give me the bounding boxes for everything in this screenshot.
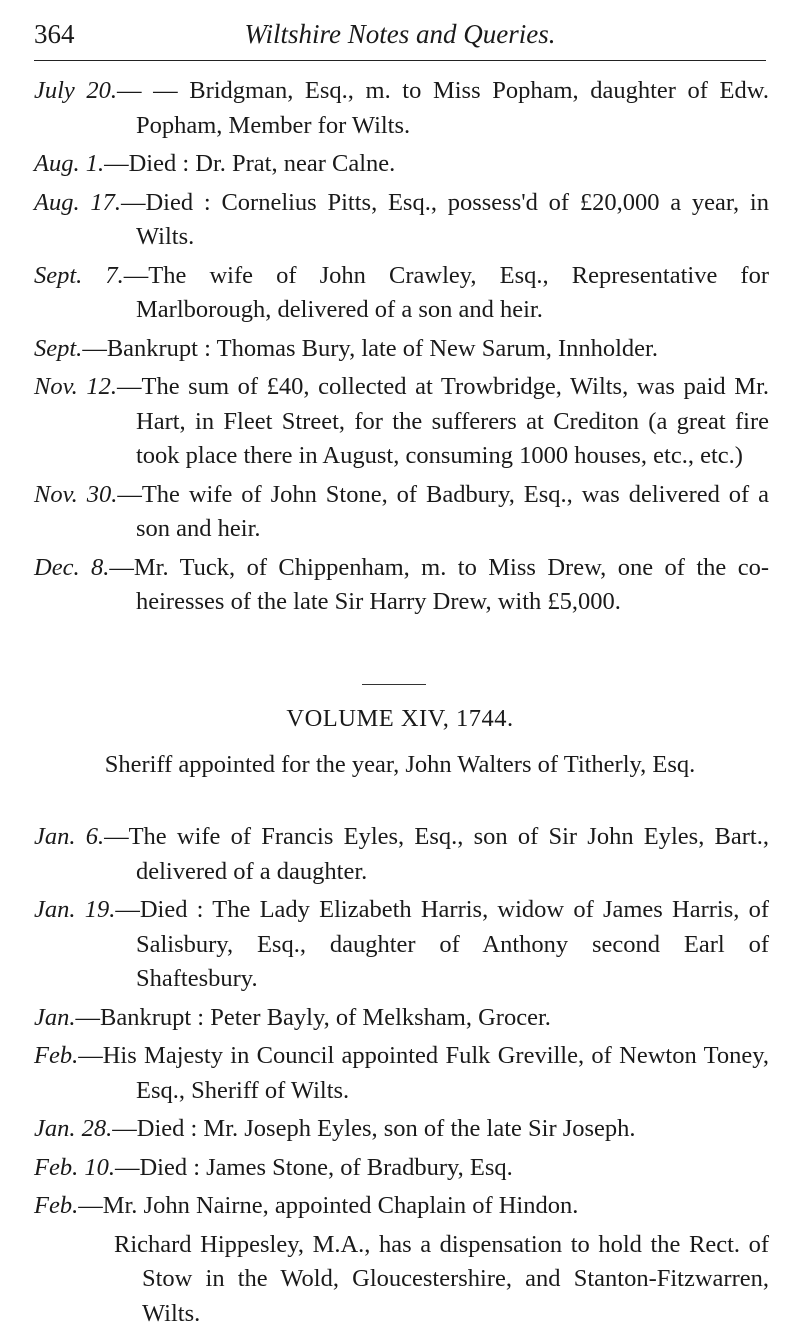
entry-dec-8: Dec. 8.—Mr. Tuck, of Chippenham, m. to Miss Drew, one of the co-heiresses of the late Sir Harry Drew, with £5,000. — [34, 553, 769, 615]
entry-feb-sheriff: Feb.—His Majesty in Council appointed Fulk Greville, of Newton Toney, Esq., Sheriff of Wilts. — [34, 1042, 769, 1104]
entry-jan-bankrupt: Jan.—Bankrupt : Peter Bayly, of Melksham, Grocer. — [34, 1003, 551, 1031]
entries-1744 — [34, 820, 769, 1335]
entry-july-20: July 20.— — Bridgman, Esq., m. to Miss Popham, daughter of Edw. Popham, Member for Wilts. — [34, 77, 769, 139]
page-number: 364 — [34, 19, 75, 49]
running-head — [34, 14, 766, 54]
entry-hippesley: Richard Hippesley, M.A., has a dispensation to hold the Rect. of Stow in the Wold, Gloucestershire, and Stanton-Fitzwarren, Wilts. — [114, 1230, 769, 1327]
entry-aug-17: Aug. 17.—Died : Cornelius Pitts, Esq., possess'd of £20,000 a year, in Wilts. — [34, 188, 769, 250]
entry-jan-28: Jan. 28.—Died : Mr. Joseph Eyles, son of the late Sir Joseph. — [34, 1115, 636, 1142]
entries-1743 — [34, 74, 769, 624]
entry-nov-12: Nov. 12.—The sum of £40, collected at Trowbridge, Wilts, was paid Mr. Hart, in Fleet Street, for the sufferers at Crediton (a great fire took place there in August, consuming 1000 houses, etc., etc.) — [34, 373, 769, 469]
entry-sept-7: Sept. 7.—The wife of John Crawley, Esq., Representative for Marlborough, delivered of a son and heir. — [34, 261, 769, 323]
entry-jan-6: Jan. 6.—The wife of Francis Eyles, Esq., son of Sir John Eyles, Bart., delivered of a daughter. — [34, 823, 769, 885]
entry-feb-chaplain: Feb.—Mr. John Nairne, appointed Chaplain of Hindon. — [34, 1192, 579, 1219]
entry-nov-30: Nov. 30.—The wife of John Stone, of Badbury, Esq., was delivered of a son and heir. — [34, 480, 769, 542]
section-heading: VOLUME XIV, 1744. — [286, 705, 514, 732]
entry-feb-10: Feb. 10.—Died : James Stone, of Bradbury, Esq. — [34, 1153, 513, 1181]
entry-sept-bankrupt: Sept.—Bankrupt : Thomas Bury, late of New Sarum, Innholder. — [34, 334, 658, 362]
header-rule — [34, 60, 766, 61]
entry-jan-19: Jan. 19.—Died : The Lady Elizabeth Harris, widow of James Harris, of Salisbury, Esq., daughter of Anthony second Earl of Shaftesbury. — [34, 896, 770, 992]
sheriff-note: Sheriff appointed for the year, John Walters of Titherly, Esq. — [104, 751, 696, 778]
entry-aug-1: Aug. 1.—Died : Dr. Prat, near Calne. — [34, 150, 396, 177]
journal-title: Wiltshire Notes and Queries. — [244, 19, 556, 49]
section-divider — [362, 684, 426, 685]
